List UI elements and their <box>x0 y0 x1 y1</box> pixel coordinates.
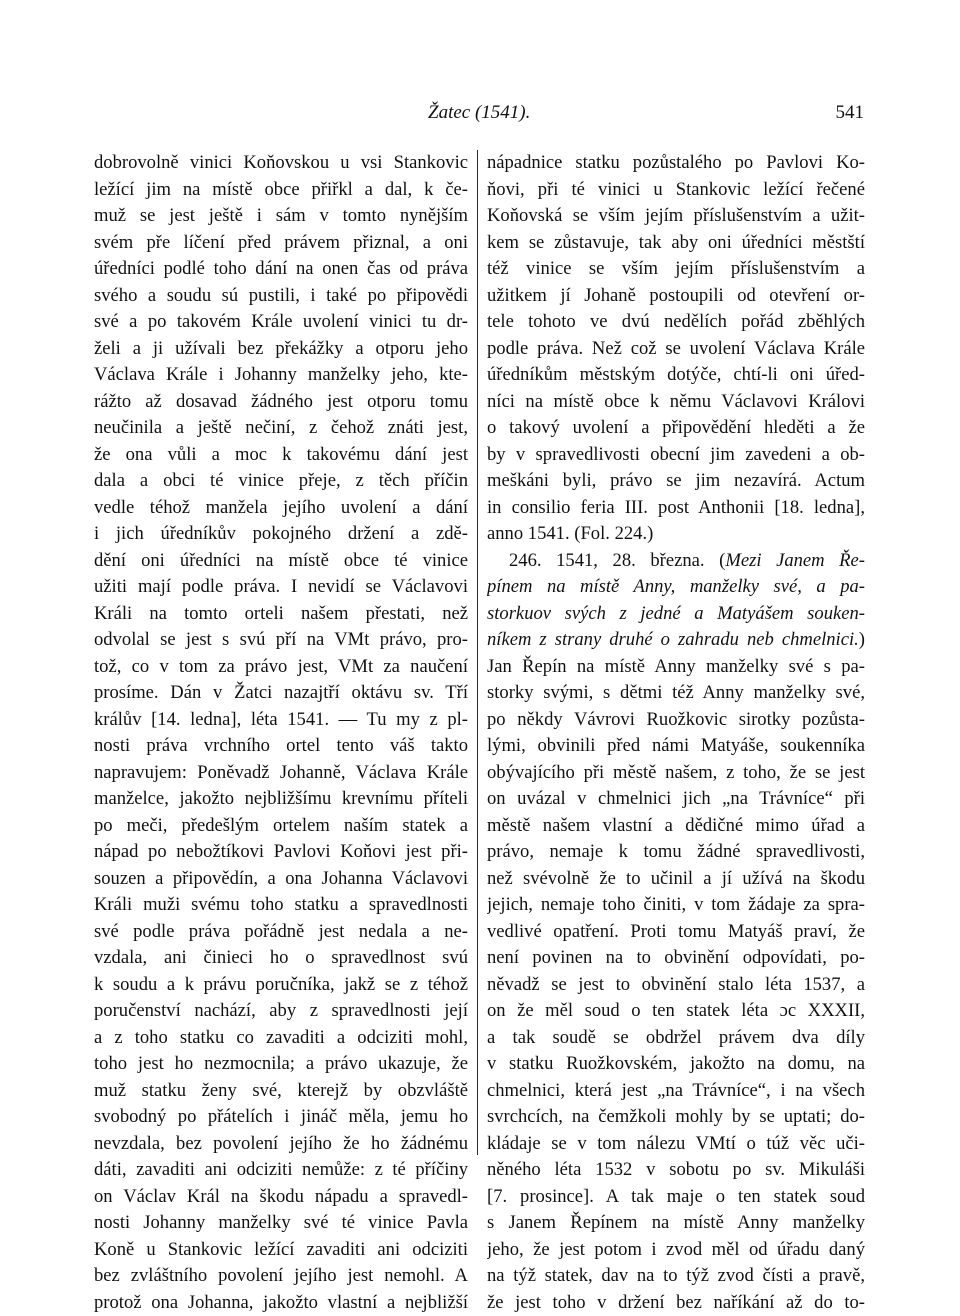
text-line: neučinila a ještě nečiní, z čehož znáti jest, <box>94 415 468 442</box>
text-line: svrchcích, na čemžkoli mohly by se uptati; do- <box>487 1104 865 1131</box>
text-line: k soudu a k právu poručníka, jakž se z téhož <box>94 972 468 999</box>
text-line: svého a soudu sú pustili, i také po připovědi <box>94 283 468 310</box>
text-line: toho jest ho nezmocnila; a právo ukazuje, že <box>94 1051 468 1078</box>
text-line: storky svými, s dětmi též Anny manželky své, <box>487 680 865 707</box>
text-line: dobrovolně vinici Koňovskou u vsi Stankovic <box>94 150 468 177</box>
text-line: poručenství nachází, aby z spravedlnosti její <box>94 998 468 1025</box>
text-line: protož ona Johanna, jakožto vlastní a nejbližší <box>94 1290 468 1316</box>
text-line: než svévolně že to učinil a jí užívá na škodu <box>487 866 865 893</box>
text-line: též vinice se vším jejím příslušenstvím a <box>487 256 865 283</box>
page-number: 541 <box>836 102 865 124</box>
entry-245-conclusion <box>487 150 865 548</box>
text-line: manželce, jakožto nejbližšímu krevnímu příteli <box>94 786 468 813</box>
text-line: anno 1541. (Fol. 224.) <box>487 521 865 548</box>
text-line: želi a ji užívali bez překážky a otporu jeho <box>94 336 468 363</box>
text-line: s Janem Řepínem na místě Anny manželky <box>487 1210 865 1237</box>
text-line: právo, nemaje k tomu žádné spravedlivosti, <box>487 839 865 866</box>
text-line: lými, obvinili před námi Matyáše, soukenníka <box>487 733 865 760</box>
text-line: svobodný po přátelích i jináč měla, jemu ho <box>94 1104 468 1131</box>
text-line: o takový uvolení a připovědění hleděti a že <box>487 415 865 442</box>
text-line: nosti práva vrchního ortel tento váš takto <box>94 733 468 760</box>
text-line: Václava Krále i Johanny manželky jeho, kte- <box>94 362 468 389</box>
text-line: svém pře líčení před právem přiznal, a oni <box>94 230 468 257</box>
text-line: souzen a připovědín, a ona Johanna Václavovi <box>94 866 468 893</box>
text-line: on uvázal v chmelnici jich „na Trávníce“ při <box>487 786 865 813</box>
text-line: své a po takovém Krále uvolení vinici tu dr- <box>94 309 468 336</box>
text-line: dáti, zavaditi ani odciziti nemůže: z té příčiny <box>94 1157 468 1184</box>
text-line: on Václav Král na škodu nápadu a spravedl- <box>94 1184 468 1211</box>
text-line: nápadnice statku pozůstalého po Pavlovi Ko- <box>487 150 865 177</box>
text-line: níci na místě obce k němu Václavovi Královi <box>487 389 865 416</box>
text-line: odvolal se jest s svú pří na VMt právo, pro- <box>94 627 468 654</box>
text-line: Koně u Stankovic ležící zavaditi ani odciziti <box>94 1237 468 1264</box>
running-title: Žatec (1541). <box>428 102 530 124</box>
text-line: napravujem: Poněvadž Johanně, Václava Krále <box>94 760 468 787</box>
text-line: králův [14. ledna], léta 1541. — Tu my z pl- <box>94 707 468 734</box>
text-line: není povinen na to obvinění odpovídati, po- <box>487 945 865 972</box>
text-line: úředníci podlé toho dání na onen čas od práva <box>94 256 468 283</box>
entry-heading-line: 246. 1541, 28. března. (Mezi Janem Ře- <box>487 548 865 575</box>
text-line: Králi na tomto orteli našem přestati, než <box>94 601 468 628</box>
right-column <box>487 150 865 1316</box>
text-line: tož, co v tom za právo jest, VMt za naučení <box>94 654 468 681</box>
text-line: chmelnici, která jest „na Trávníce“, i na všech <box>487 1078 865 1105</box>
text-line: že ona vůli a moc k takovému dání jest <box>94 442 468 469</box>
page-header <box>428 100 864 130</box>
text-line: ňovi, při té vinici u Stankovic ležící řečené <box>487 177 865 204</box>
text-line: by v spravedlivosti obecní jim zavedeni a ob- <box>487 442 865 469</box>
text-line: vedlivé opatření. Proti tomu Matyáš praví, že <box>487 919 865 946</box>
text-line: po meči, předešlým ortelem naším statek a <box>94 813 468 840</box>
text-line: in consilio feria III. post Anthonii [18. ledna], <box>487 495 865 522</box>
text-line: že jest toho v držení bez naříkání až do to- <box>487 1290 865 1316</box>
text-line: a z toho statku co zavaditi a odciziti mohl, <box>94 1025 468 1052</box>
text-line: po někdy Vávrovi Ruožkovic sirotky pozůsta- <box>487 707 865 734</box>
text-line: Koňovská se vším jejím příslušenstvím a užit- <box>487 203 865 230</box>
text-line: a tak soudě se obdržel právem dva díly <box>487 1025 865 1052</box>
text-line: tele tohoto ve dvú nedělích pořád zběhlých <box>487 309 865 336</box>
entry-246-heading <box>487 548 865 654</box>
text-line: městě našem vlastní a dědičné mimo úřad a <box>487 813 865 840</box>
text-line: jeho, že jest potom i zvod měl od úřadu daný <box>487 1237 865 1264</box>
text-line: dala a obci té vinice přeje, z těch příčin <box>94 468 468 495</box>
text-line: nevzdala, bez povolení jejího že ho žádnému <box>94 1131 468 1158</box>
text-line: dění oni úředníci na místě obce té vinice <box>94 548 468 575</box>
text-line: bez zvláštního povolení jejího jest nemohl. A <box>94 1263 468 1290</box>
text-line: prosíme. Dán v Žatci nazajtří oktávu sv. Tří <box>94 680 468 707</box>
text-line: v statku Ruožkovském, jakožto na domu, na <box>487 1051 865 1078</box>
text-line: kládaje se v tom nálezu VMtí o túž věc uči- <box>487 1131 865 1158</box>
text-line: meškáni byli, právo se jim nezavírá. Actum <box>487 468 865 495</box>
entry-246-body <box>487 654 865 1316</box>
text-line: na týž statek, dav na to týž zvod čísti a pravě, <box>487 1263 865 1290</box>
text-line: něvadž se jest to obvinění stalo léta 1537, a <box>487 972 865 999</box>
text-line: vedle téhož manžela jejího uvolení a dání <box>94 495 468 522</box>
text-line: něného léta 1532 v sobotu po sv. Mikuláši <box>487 1157 865 1184</box>
text-line: obývajícího při městě našem, z toho, že se jest <box>487 760 865 787</box>
entry-heading-line: níkem z strany druhé o zahradu neb chmelnici.) <box>487 627 865 654</box>
text-line: podle práva. Než což se uvolení Václava Krále <box>487 336 865 363</box>
text-line: jejich, nemaje toho činiti, v tom žádaje za spra- <box>487 892 865 919</box>
text-line: užitkem jí Johaně postoupili od otevření or- <box>487 283 865 310</box>
text-line: vzdala, ani činieci ho o spravedlnost svú <box>94 945 468 972</box>
text-line: on že měl soud o ten statek léta ɔc XXXII, <box>487 998 865 1025</box>
text-line: kem se zůstavuje, tak aby oni úředníci městští <box>487 230 865 257</box>
entry-heading-line: pínem na místě Anny, manželky své, a pa- <box>487 574 865 601</box>
text-line: ležící jim na místě obce přiřkl a dal, k če- <box>94 177 468 204</box>
text-line: rážto až dosavad žádného jest otporu tomu <box>94 389 468 416</box>
left-column <box>94 150 468 1316</box>
text-line: úředníkům městským dotýče, chtí-li oni úřed- <box>487 362 865 389</box>
text-line: muž statku ženy své, kterejž by obzvláště <box>94 1078 468 1105</box>
text-line: nápad po nebožtíkovi Pavlovi Koňovi jest při- <box>94 839 468 866</box>
text-line: nosti Johanny manželky své té vinice Pavla <box>94 1210 468 1237</box>
text-line: [7. prosince]. A tak maje o ten statek soud <box>487 1184 865 1211</box>
text-line: své podle práva pořádně jest nedala a ne- <box>94 919 468 946</box>
text-line: Jan Řepín na místě Anny manželky své s pa- <box>487 654 865 681</box>
text-line: užiti mají podle práva. I nevidí se Václavovi <box>94 574 468 601</box>
text-line: i jich úředníkův pokojného držení a zdě- <box>94 521 468 548</box>
text-line: muž se jest ještě i sám v tomto nynějším <box>94 203 468 230</box>
text-line: Králi muži svému toho statku a spravedlnosti <box>94 892 468 919</box>
entry-heading-line: storkuov svých z jedné a Matyášem souken- <box>487 601 865 628</box>
column-divider <box>477 150 478 1155</box>
